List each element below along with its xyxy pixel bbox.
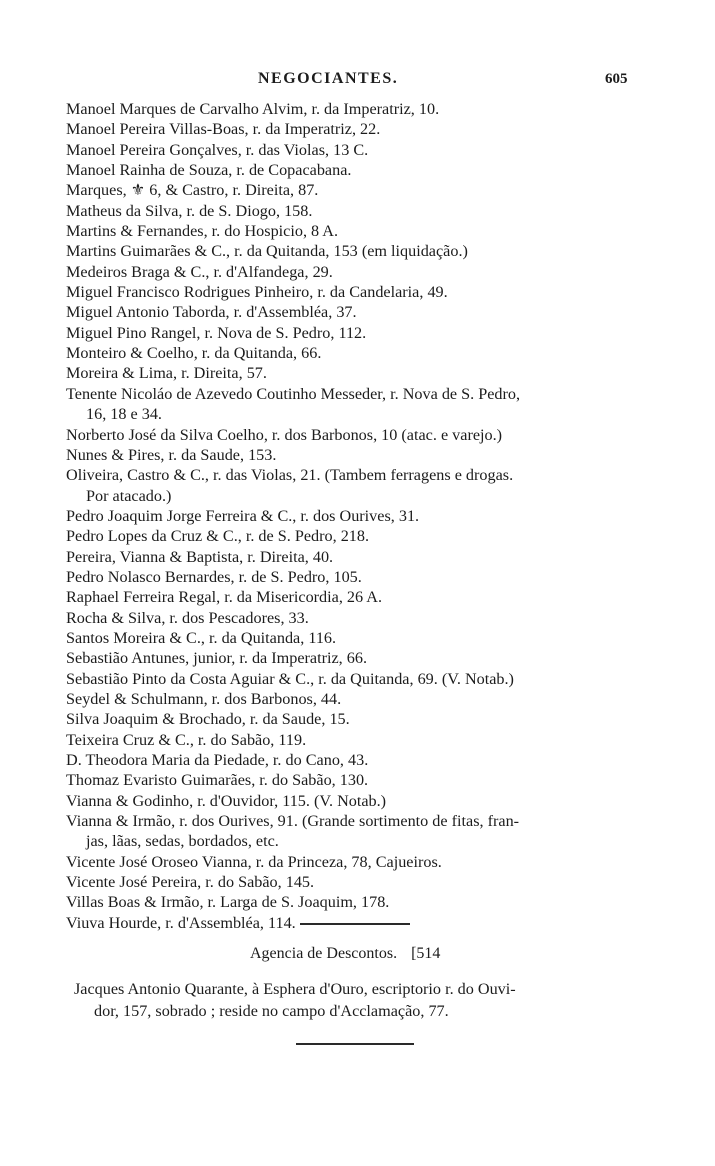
- entry-text: Viuva Hourde, r. d'Assembléa, 114.: [66, 913, 296, 932]
- entry-text: Santos Moreira & C., r. da Quitanda, 116.: [66, 628, 337, 647]
- list-item: [0, 669, 701, 689]
- list-item: [0, 180, 701, 200]
- list-item: [0, 384, 701, 425]
- entry-text: Monteiro & Coelho, r. da Quitanda, 66.: [66, 344, 322, 363]
- list-item: [0, 770, 701, 790]
- entry-text: Thomaz Evaristo Guimarães, r. do Sabão, 130.: [66, 771, 369, 790]
- running-title: NEGOCIANTES.: [258, 70, 399, 87]
- entry-text: Vianna & Irmão, r. dos Ourives, 91. (Grande sortimento de fitas, fran-: [66, 812, 520, 831]
- entry-text: Manoel Marques de Carvalho Alvim, r. da Imperatriz, 10.: [66, 100, 440, 118]
- page-number: 605: [605, 71, 628, 87]
- list-item: [0, 506, 701, 526]
- list-item: [0, 608, 701, 628]
- entry-text: Teixeira Cruz & C., r. do Sabão, 119.: [66, 730, 307, 749]
- section-entry: [74, 978, 644, 1022]
- entry-text: Pedro Lopes da Cruz & C., r. de S. Pedro, 218.: [66, 527, 370, 546]
- entry-text: Pedro Nolasco Bernardes, r. de S. Pedro, 105.: [66, 567, 362, 586]
- list-item: [0, 140, 701, 160]
- list-item: [0, 302, 701, 322]
- list-item: [0, 750, 701, 770]
- entry-text: Pedro Joaquim Jorge Ferreira & C., r. dos Ourives, 31.: [66, 506, 420, 525]
- section-number: [514: [411, 945, 441, 962]
- entry-text: Vianna & Godinho, r. d'Ouvidor, 115. (V. Notab.): [66, 791, 387, 810]
- entry-text: Silva Joaquim & Brochado, r. da Saude, 15.: [66, 710, 350, 729]
- entry-text: Miguel Pino Rangel, r. Nova de S. Pedro, 112.: [66, 323, 367, 342]
- list-item: [0, 730, 701, 750]
- entry-text: Villas Boas & Irmão, r. Larga de S. Joaquim, 178.: [66, 893, 390, 912]
- list-item: [0, 119, 701, 139]
- list-item: [0, 852, 701, 872]
- entry-text: Marques, ⚜ 6, & Castro, r. Direita, 87.: [66, 181, 319, 200]
- entry-text: Miguel Antonio Taborda, r. d'Assembléa, 37.: [66, 303, 357, 322]
- list-item: [0, 241, 701, 261]
- list-item: [0, 648, 701, 668]
- list-item: [0, 465, 701, 506]
- entry-text: Vicente José Pereira, r. do Sabão, 145.: [66, 873, 315, 892]
- section-divider-bottom: [296, 1043, 414, 1045]
- entry-text: Martins & Fernandes, r. do Hospicio, 8 A.: [66, 222, 339, 241]
- entry-text: Miguel Francisco Rodrigues Pinheiro, r. da Candelaria, 49.: [66, 283, 448, 302]
- list-item: [0, 547, 701, 567]
- list-item: [0, 709, 701, 729]
- entry-text: Raphael Ferreira Regal, r. da Misericordia, 26 A.: [66, 588, 383, 607]
- section-entry-line-2: dor, 157, sobrado ; reside no campo d'Acclamação, 77.: [94, 1002, 449, 1020]
- list-item: [0, 323, 701, 343]
- page-header: [0, 70, 715, 94]
- entry-text: Sebastião Antunes, junior, r. da Imperatriz, 66.: [66, 649, 368, 668]
- list-item: [0, 262, 701, 282]
- section-divider-top: [300, 923, 410, 925]
- entry-text: D. Theodora Maria da Piedade, r. do Cano, 43.: [66, 751, 369, 769]
- section-title: Agencia de Descontos.: [250, 945, 398, 962]
- entry-text: Manoel Pereira Gonçalves, r. das Violas, 13 C.: [66, 140, 369, 159]
- list-item: [0, 567, 701, 587]
- entry-text: Norberto José da Silva Coelho, r. dos Barbonos, 10 (atac. e varejo.): [66, 425, 503, 444]
- list-item: [0, 425, 701, 445]
- list-item: [0, 343, 701, 363]
- entry-continuation: Por atacado.): [86, 486, 172, 505]
- entry-text: Vicente José Oroseo Vianna, r. da Princeza, 78, Cajueiros.: [66, 852, 442, 871]
- list-item: [0, 689, 701, 709]
- list-item: [0, 201, 701, 221]
- entry-text: Matheus da Silva, r. de S. Diogo, 158.: [66, 201, 313, 220]
- list-item: [0, 628, 701, 648]
- entry-text: Oliveira, Castro & C., r. das Violas, 21. (Tambem ferragens e drogas.: [66, 466, 514, 485]
- entry-text: Manoel Pereira Villas-Boas, r. da Imperatriz, 22.: [66, 120, 381, 139]
- entry-text: Seydel & Schulmann, r. dos Barbonos, 44.: [66, 689, 342, 708]
- entry-text: Manoel Rainha de Souza, r. de Copacabana.: [66, 161, 352, 180]
- entry-text: Pereira, Vianna & Baptista, r. Direita, 40.: [66, 547, 334, 566]
- entry-text: Medeiros Braga & C., r. d'Alfandega, 29.: [66, 262, 333, 281]
- list-item: [0, 99, 701, 119]
- entry-continuation: 16, 18 e 34.: [86, 405, 162, 424]
- section-entry-line-1: Jacques Antonio Quarante, à Esphera d'Ouro, escriptorio r. do Ouvi-: [74, 980, 516, 998]
- list-item: [0, 160, 701, 180]
- entry-continuation: jas, lãas, sedas, bordados, etc.: [86, 832, 279, 851]
- list-item: [0, 587, 701, 607]
- entry-text: Rocha & Silva, r. dos Pescadores, 33.: [66, 608, 309, 627]
- list-item: [0, 363, 701, 383]
- list-item: [0, 791, 701, 811]
- entry-text: Martins Guimarães & C., r. da Quitanda, 153 (em liquidação.): [66, 242, 468, 261]
- list-item: [0, 811, 701, 852]
- entry-text: Sebastião Pinto da Costa Aguiar & C., r. da Quitanda, 69. (V. Notab.): [66, 669, 514, 688]
- section-heading: [250, 945, 440, 963]
- entry-text: Tenente Nicoláo de Azevedo Coutinho Messeder, r. Nova de S. Pedro,: [66, 384, 521, 403]
- list-item: [0, 445, 701, 465]
- list-item: [0, 526, 701, 546]
- list-item: [0, 221, 701, 241]
- entry-text: Moreira & Lima, r. Direita, 57.: [66, 364, 267, 383]
- entry-text: Nunes & Pires, r. da Saude, 153.: [66, 445, 277, 464]
- list-item: [0, 892, 701, 912]
- list-item: [0, 282, 701, 302]
- merchant-list: [0, 99, 715, 933]
- list-item: [0, 872, 701, 892]
